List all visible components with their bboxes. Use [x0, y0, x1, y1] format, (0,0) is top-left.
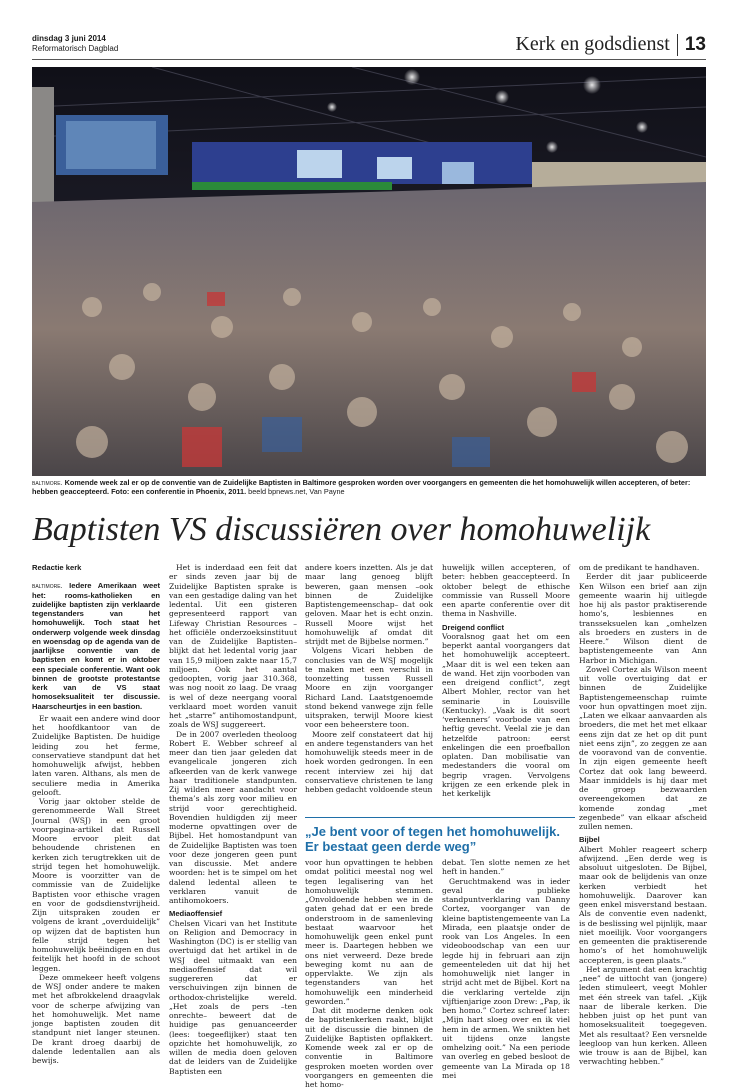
paragraph: Chelsen Vicari van het Institute on Religion and Democracy in Washington (DC) is er stellig van overtuigd dat het artikel in de WSJ deel uitmaakt van een mediaoffensief dat wil suggereren dat er verschuivingen zijn binnen de orthodox-christelijke wereld. „Het zoals de pers –ten onrechte– beweert dat de huidige pas genuanceerder (lees: toegeeflijker) staat ten opzichte het homohuwelijk, zo willen de media doen geloven dat de leiders van de Zuidelijke Baptisten een [169, 918, 297, 1076]
paragraph: Moore zelf constateert dat hij en andere tegenstanders van het homohuwelijk steeds meer in de hoek worden gedrongen. In een recent interview zei hij dat conservatieve christenen te lang hebben gedacht voldoende steun [305, 729, 433, 794]
byline: Redactie kerk [32, 563, 82, 572]
caption-photo-text: Foto: een conferentie in Phoenix, 2011. [111, 487, 247, 497]
masthead-right [515, 33, 706, 56]
lead-city: baltimore. [32, 581, 63, 591]
header-rule [32, 59, 706, 60]
paragraph: Geruchtmakend was in ieder geval de publieke standpuntverklaring van Danny Cortez, voorganger van de kleine baptistengemeente van La Mirada, een plaatsje onder de rook van Los Angeles. In een videoboodschap van een uur legde hij in februari aan zijn gemeenteleden uit dat hij het homohuwelijk niet langer in strijd acht met de Bijbel. Kort na die verklaring vertelde zijn vijftienjarige zoon Drew: „Pap, ik ben homo.” Cortez schreef later: „Mijn hart sloeg over en ik viel hem in de armen. We snikten het uit tijdens onze langste omhelzing ooit.” Na een periode van overleg en gebed besloot de gemeente van La Mirada op 18 mei [442, 876, 570, 1080]
photo-credit: beeld bpnews.net, Van Payne [248, 487, 345, 497]
article-column-5 [579, 563, 707, 1067]
paragraph: De in 2007 overleden theoloog Robert E. Webber schreef al meer dan tien jaar geleden dat evangelicale jongeren zich afkeerden van de kerk vanwege haar traditionele standpunten. Zij wilden meer aandacht voor thema’s als zorg voor milieu en strijd voor gerechtigheid. Bovendien huldigden zij meer moderne opvattingen over de Bijbel. Het homostandpunt van de Zuidelijke Baptisten was toen voor deze jongeren geen punt van discussie. Met andere woorden: het is te simpel om het dalend ledental alleen te verklaren vanuit de antihomokoers. [169, 729, 297, 905]
photo-caption [32, 478, 706, 496]
paragraph: andere koers inzetten. Als je dat maar lang genoeg blijft beweren, gaan mensen –ook binnen de Zuidelijke Baptistengemeenschap– dat ook geloven. Maar het is echt onzin. Russell Moore wijst het homohuwelijk af omdat dit strijdt met de Bijbelse normen.” [305, 563, 433, 646]
paragraph: Er waait een andere wind door het hoofdkantoor van de Zuidelijke Baptisten. De huidige leiding zou het ferme, conservatieve standpunt dat het homohuwelijk afwijst, hebben laten varen. Althans, als men de seculiere media in Amerika gelooft. [32, 713, 160, 797]
page-number: 13 [684, 33, 706, 55]
conference-photo [32, 67, 706, 476]
article-column-3-lower [305, 858, 433, 1089]
caption-text: Komende week zal er op de conventie van de Zuidelijke Baptisten in Baltimore gesproken worden over voorgangers en gemeenten die het homohuwelijk willen accepteren, of beter: hebben geaccepteerd. [32, 478, 691, 497]
subhead-dreigend-conflict: Dreigend conflict [442, 622, 505, 632]
article-column-4 [442, 563, 570, 798]
paragraph: om de predikant te handhaven. [579, 563, 700, 572]
lead-text: Iedere Amerikaan weet het: rooms-katholieken en zuidelijke baptisten zijn verklaarde tegenstanders van het homohuwelijk. Toch staat het onderwerp volgende week dinsdag en woensdag op de agenda van de jaarlijkse conventie van de baptisten en komt er in oktober een speciale conferentie. Want ook binnen de grootste protestantse kerk van de VS staat homoseksualiteit ter discussie. Haarscheurtjes in een bastion. [32, 581, 160, 711]
paragraph: Volgens Vicari hebben de conclusies van de WSJ mogelijk te maken met een verschil in toonzetting tussen Russell Moore en zijn voorganger Richard Land. Laatstgenoemde stond bekend vanwege zijn felle uitspraken, terwijl Moore kiest voor een beheerstere toon. [305, 646, 433, 730]
article-headline: Baptisten VS discussiëren over homohuwelijk [32, 511, 651, 548]
paragraph: Zowel Cortez als Wilson meent uit volle overtuiging dat er binnen de Zuidelijke Baptistengemeenschap ruimte voor hun opvattingen moet zijn. „Laten we elkaar aanvaarden als broeders, die met het met elkaar eens zijn dat ze het op dit punt niet eens zijn”, zo zeggen ze aan de vooravond van de conventie. In zijn eigen gemeente heeft Cortez dat ook lang beweerd. Maar inmiddels is hij daar met de groep bezwaarden overeengekomen dat ze komende zondag „met zegenbede” van elkaar afscheid zullen nemen. [579, 664, 707, 831]
paragraph: Het argument dat een krachtig „nee” de uittocht van (jongere) leden stimuleert, veegt Mohler met één streek van tafel. „Kijk naar de liberale kerken. Die hebben juist op het punt van homoseksualiteit toegegeven. Met als resultaat? Een versnelde leegloop van hun kerken. Alleen wie trouw is aan de Bijbel, kan verwachting hebben.” [579, 964, 707, 1067]
article-lead [32, 581, 160, 711]
subhead-bijbel: Bijbel [579, 835, 600, 845]
issue-date: dinsdag 3 juni 2014 [32, 34, 106, 43]
paragraph: Het is inderdaad een feit dat er sinds zeven jaar bij de Zuidelijke Baptisten sprake is van een gestadige daling van het ledental. Uit een gisteren gepresenteerd rapport van Lifeway Christian Resources –het officiële onderzoeksinstituut van de Zuidelijke Baptisten– blijkt dat het ledental vorig jaar van 15,9 miljoen zakte naar 15,7 miljoen. Ook het aantal gedoopten, vorig jaar 310.368, was nog nooit zo laag. De vraag is wel of deze neergang vooral verklaard moet worden vanuit het „starre” antihomostandpunt, zoals de WSJ suggereert. [169, 563, 297, 730]
newspaper-name: Reformatorisch Dagblad [32, 44, 119, 53]
paragraph: voor hun opvattingen te hebben omdat politici meestal nog wel tegen legalisering van het homohuwelijk stemmen. „Onvoldoende hebben we in de gaten gehad dat er een brede onderstroom in de samenleving bestaat waarvoor het homohuwelijk geen enkel punt meer is. Daartegen hebben we ons niet verweerd. Deze brede beweging komt nu aan de oppervlakte. We zijn als tegenstanders van het homohuwelijk een minderheid geworden.” [305, 858, 433, 1006]
pull-quote: „Je bent voor of tegen het homohuwelijk. Er bestaat geen derde weg” [305, 817, 575, 854]
paragraph: debat. Ten slotte nemen ze het heft in handen.” [442, 858, 570, 877]
masthead-left [32, 34, 118, 54]
header-divider [677, 34, 678, 56]
article-column-1 [32, 563, 160, 1065]
paragraph: Deze ommekeer heeft volgens de WSJ onder andere te maken met het afbrokkelend draagvlak voor de scherpe afwijzing van het homohuwelijk. Met name jonge baptisten zouden dit standpunt niet langer steunen. De krant droeg daarbij de dalende ledentallen aan als bewijs. [32, 972, 160, 1065]
paragraph: huwelijk willen accepteren, of beter: hebben geaccepteerd. In oktober belegt de ethische commissie van Russell Moore een aparte conferentie over dit thema in Nashville. [442, 563, 570, 619]
article-column-2 [169, 563, 297, 1076]
article-column-3 [305, 563, 433, 794]
conference-photo-drawing [32, 67, 706, 476]
paragraph: Vooralsnog gaat het om een beperkt aantal voorgangers dat het homohuwelijk accepteert. „Maar dit is wel een teken aan de wand. Het zijn voorboden van een dreigend conflict”, zegt Albert Mohler, rector van het seminarie in Louisville (Kentucky). „Vaak is dit soort ‘verkenners’ voorbode van een heftig gevecht. Veelal zie je dan hetzelfde patroon: eerst enkelingen die een proefballon oplaten. Dan mobilisatie van medestanders die vooral om begrip vragen. Vervolgens krijgen ze een erkende plek in het kerkelijk [442, 631, 570, 798]
subhead-mediaoffensief: Mediaoffensief [169, 909, 223, 919]
paragraph: Dat dit moderne denken ook de baptistenkerken raakt, blijkt uit de discussie die binnen de Zuidelijke Baptisten opflakkert. Komende week zal er op de conventie in Baltimore gesproken moeten worden over voorgangers en gemeenten die het homo- [305, 1006, 433, 1089]
paragraph: Vorig jaar oktober stelde de gerenommeerde Wall Street Journal (WSJ) in een groot voorpagina-artikel dat Russell Moore ervoor pleit dat behoudende christenen en kerken zich terugtrekken uit de strijd tegen het homohuwelijk. Moore is voorzitter van de commissie van de Zuidelijke Baptisten voor ethische vragen en voor de godsdienstvrijheid. Zijn uitspraken zouden er volgens de krant „overduidelijk” op wijzen dat de baptisten hun felle strijd tegen het homohuwelijk beëindigen en dus feitelijk het hoofd in de schoot leggen. [32, 797, 160, 973]
paragraph: Eerder dit jaar publiceerde Ken Wilson een brief aan zijn gemeente waarin hij uitlegde hoe hij als pastor praktiserende homo’s, lesbiennes en transseksuelen kan „omhelzen als broeders en zusters in de Heere.” Wilson dient de baptistengemeente van Ann Harbor in Michigan. [579, 572, 707, 665]
article-column-4-lower [442, 858, 570, 1080]
section-title: Kerk en godsdienst [515, 33, 670, 55]
caption-location: baltimore. [32, 478, 63, 487]
paragraph: Albert Mohler reageert scherp afwijzend. „Een derde weg is absoluut uitgesloten. De Bijbel, maar ook de belijdenis van onze kerken verbiedt het homohuwelijk. Daarover kan geen enkel misverstand bestaan. Als de conventie even nadenkt, is de beslissing wel pijnlijk, maar niet moeilijk. Voor voorgangers en gemeenten die praktiserende homo’s of het homohuwelijk accepteren, is geen plaats.” [579, 844, 707, 965]
